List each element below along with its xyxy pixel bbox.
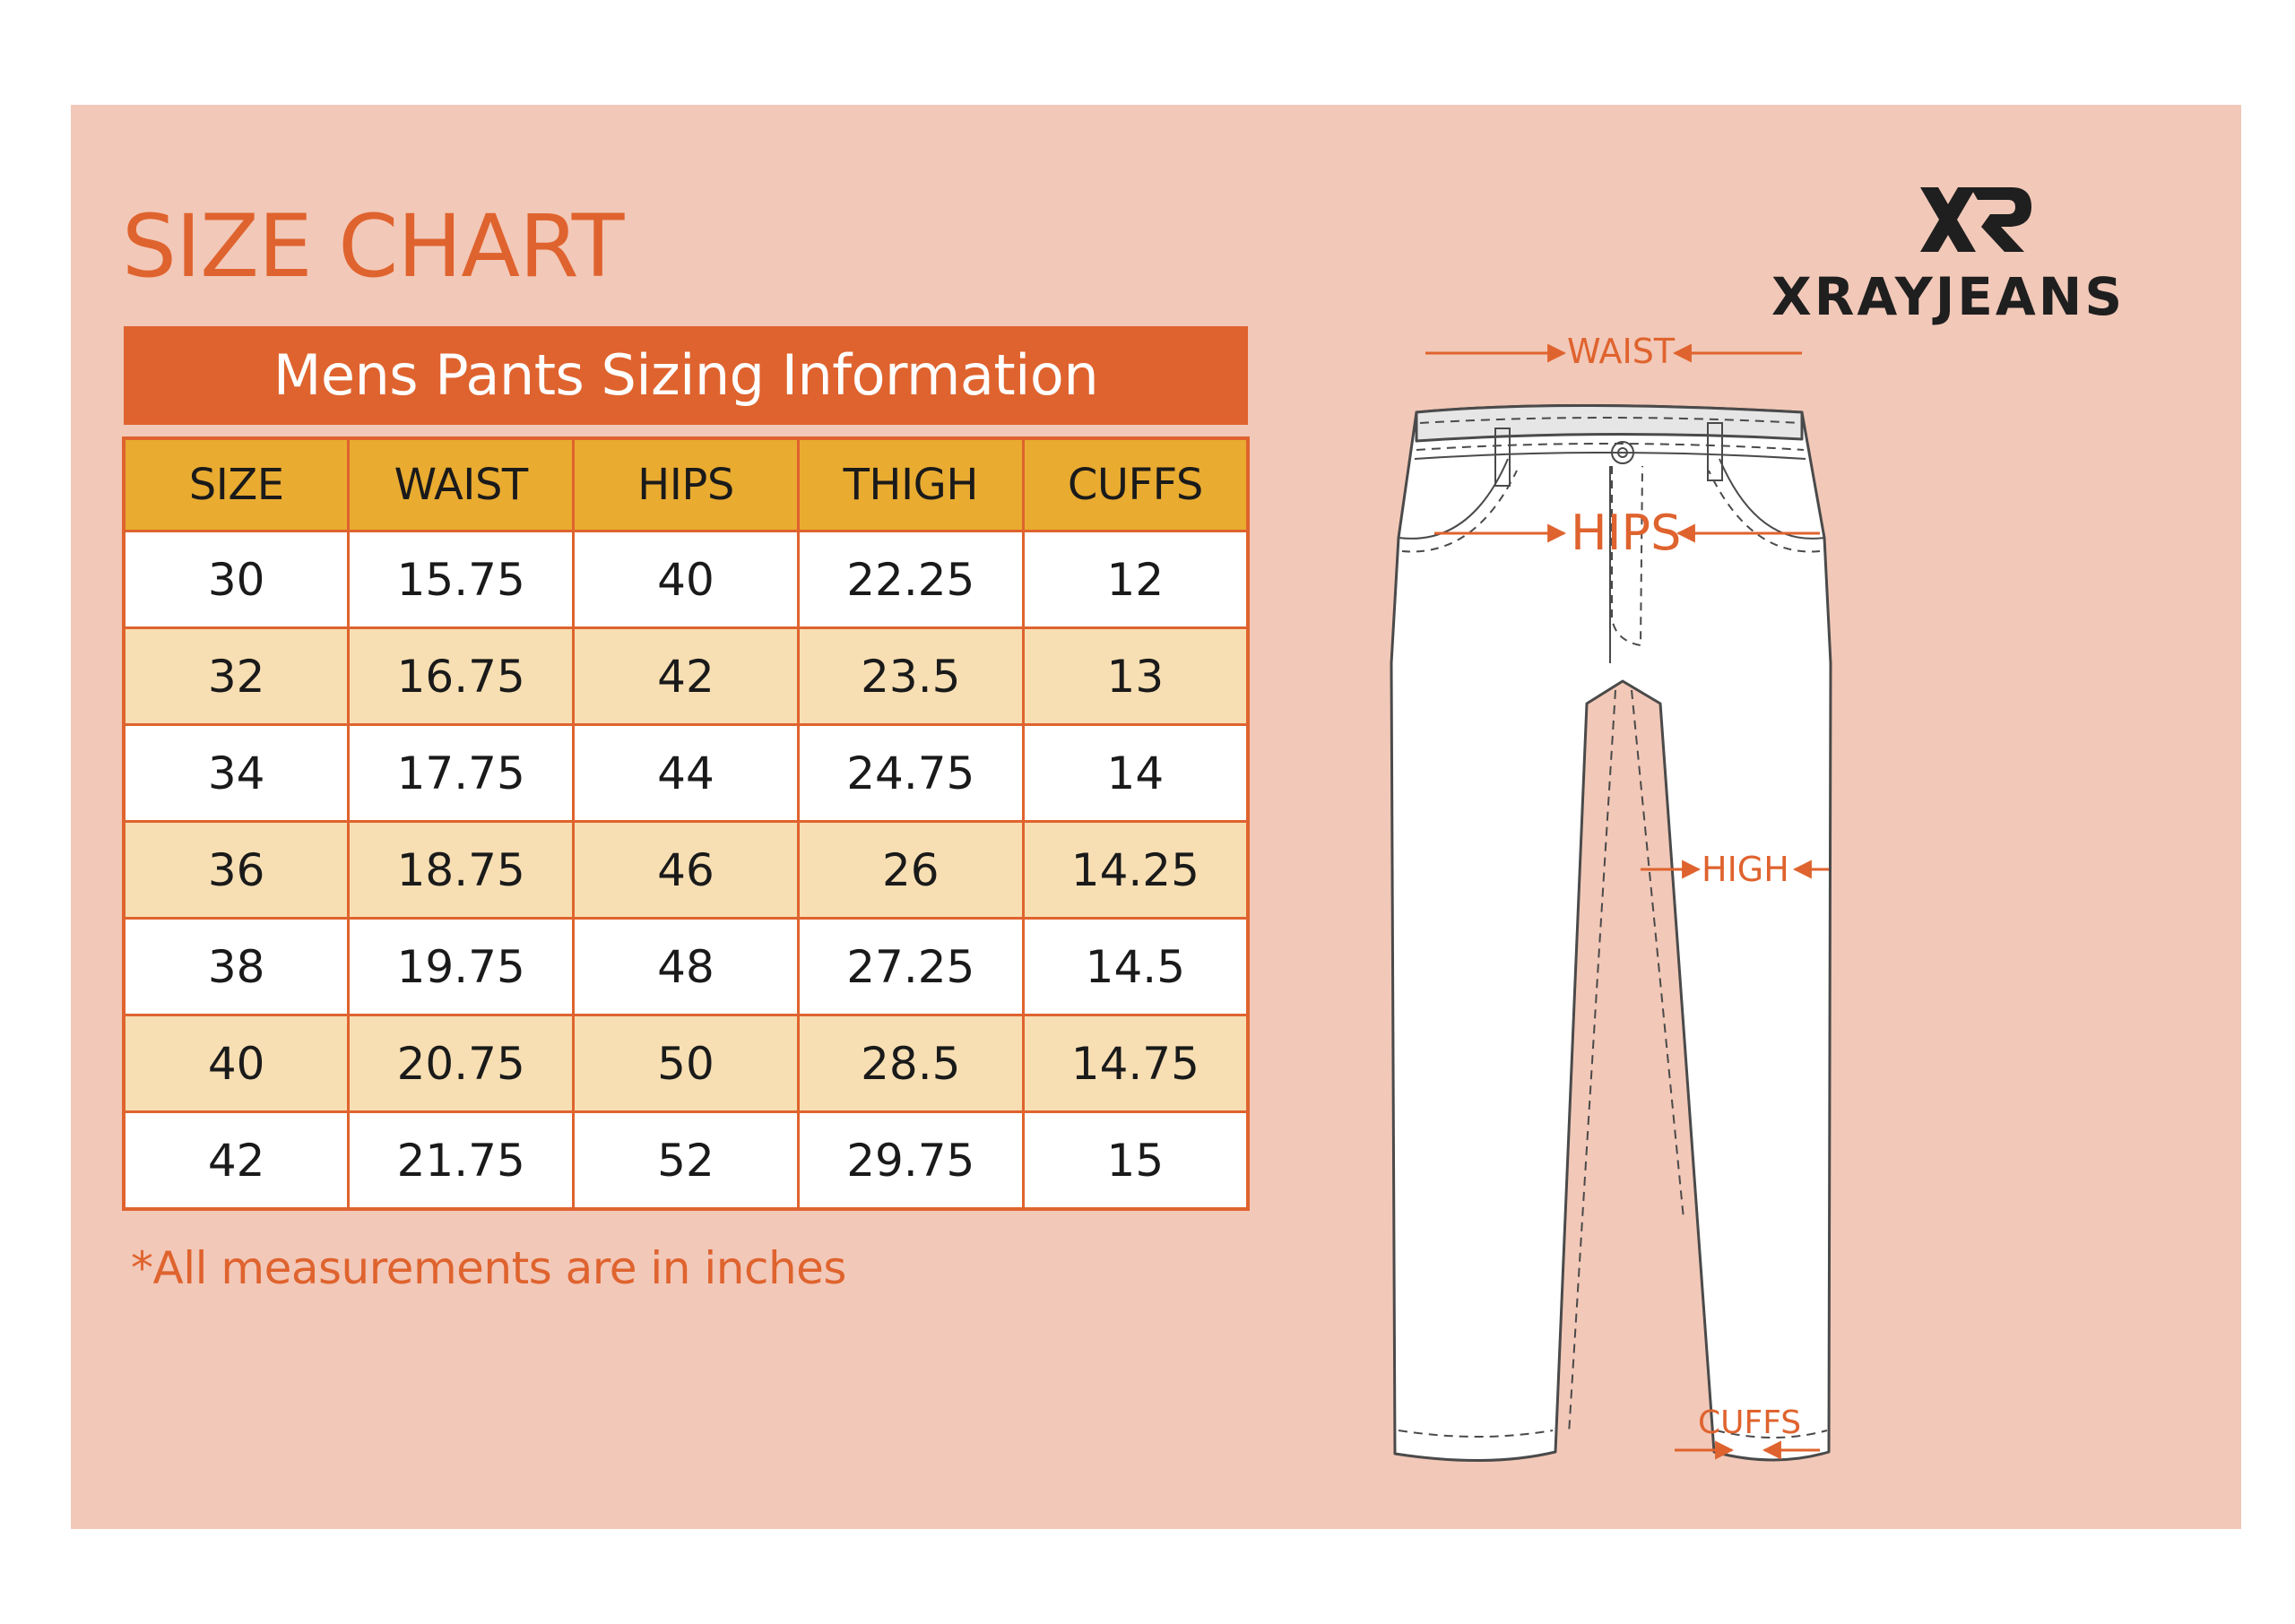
cell-cuffs: 15 (1023, 1112, 1248, 1210)
cell-hips: 48 (574, 919, 799, 1015)
cell-thigh: 29.75 (798, 1112, 1023, 1210)
cell-size: 34 (124, 725, 349, 822)
cell-thigh: 24.75 (798, 725, 1023, 822)
cell-waist: 18.75 (349, 822, 574, 919)
waist-label: WAIST (1567, 332, 1676, 371)
cell-waist: 19.75 (349, 919, 574, 1015)
column-header-cuffs: CUFFS (1023, 438, 1248, 531)
pants-outline-icon (1381, 323, 1847, 1488)
column-header-hips: HIPS (574, 438, 799, 531)
cell-size: 30 (124, 531, 349, 628)
xr-monogram-logo-icon (1918, 184, 2035, 255)
column-header-thigh: THIGH (798, 438, 1023, 531)
cell-thigh: 22.25 (798, 531, 1023, 628)
cell-size: 40 (124, 1015, 349, 1112)
cell-hips: 42 (574, 628, 799, 725)
column-header-size: SIZE (124, 438, 349, 531)
cell-cuffs: 14.25 (1023, 822, 1248, 919)
cell-hips: 40 (574, 531, 799, 628)
cell-waist: 15.75 (349, 531, 574, 628)
measurement-footnote: *All measurements are in inches (131, 1242, 846, 1294)
cell-cuffs: 12 (1023, 531, 1248, 628)
cell-thigh: 23.5 (798, 628, 1023, 725)
table-row (124, 725, 1248, 822)
table-row (124, 531, 1248, 628)
table-row (124, 822, 1248, 919)
brand-name: XRAYJEANS (1771, 266, 2126, 327)
cell-size: 32 (124, 628, 349, 725)
cell-size: 36 (124, 822, 349, 919)
table-row (124, 919, 1248, 1015)
table-header-row (124, 438, 1248, 531)
cell-hips: 50 (574, 1015, 799, 1112)
cell-size: 42 (124, 1112, 349, 1210)
cell-cuffs: 14.75 (1023, 1015, 1248, 1112)
cell-hips: 44 (574, 725, 799, 822)
table-row (124, 1015, 1248, 1112)
cell-hips: 52 (574, 1112, 799, 1210)
cell-thigh: 27.25 (798, 919, 1023, 1015)
cell-cuffs: 14.5 (1023, 919, 1248, 1015)
table-row (124, 628, 1248, 725)
cell-waist: 21.75 (349, 1112, 574, 1210)
cuffs-label: CUFFS (1698, 1404, 1802, 1441)
cell-thigh: 28.5 (798, 1015, 1023, 1112)
table-row (124, 1112, 1248, 1210)
hips-label: HIPS (1571, 505, 1682, 561)
table-banner: Mens Pants Sizing Information (124, 326, 1248, 425)
size-table (122, 436, 1250, 1211)
cell-size: 38 (124, 919, 349, 1015)
cell-cuffs: 14 (1023, 725, 1248, 822)
thigh-label: HIGH (1702, 850, 1789, 889)
cell-waist: 16.75 (349, 628, 574, 725)
cell-waist: 20.75 (349, 1015, 574, 1112)
cell-hips: 46 (574, 822, 799, 919)
cell-thigh: 26 (798, 822, 1023, 919)
column-header-waist: WAIST (349, 438, 574, 531)
page-title: SIZE CHART (122, 196, 624, 297)
cell-waist: 17.75 (349, 725, 574, 822)
cell-cuffs: 13 (1023, 628, 1248, 725)
